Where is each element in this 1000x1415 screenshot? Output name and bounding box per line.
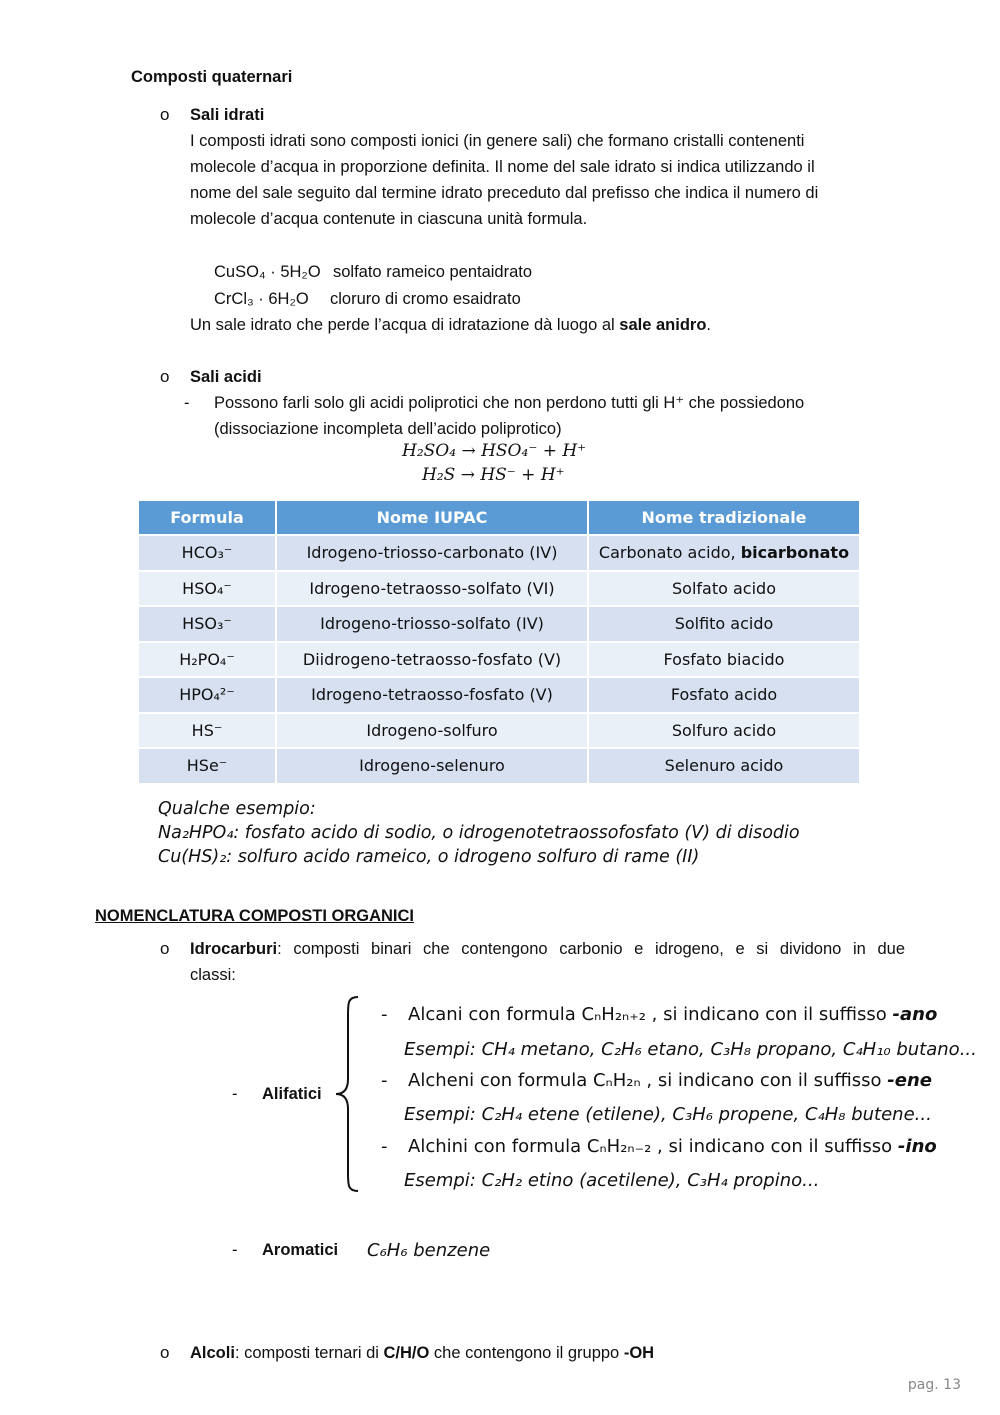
- equation-hydrogen-sulfide: H₂S → HS⁻ + H⁺: [422, 465, 565, 485]
- table-row: [139, 606, 860, 642]
- examples-title: Qualche esempio:: [158, 799, 316, 819]
- hydrocarbons-text: : composti binari che contengono carbonio e idrogeno, e si dividono in due: [277, 940, 905, 958]
- page-number: pag. 13: [907, 1377, 961, 1393]
- cell-traditional: Solfito acido: [588, 606, 860, 642]
- alcohols-bold: -OH: [623, 1344, 655, 1362]
- aliphatic-label: Alifatici: [262, 1085, 322, 1103]
- table-row: [139, 677, 860, 713]
- column-header-traditional: Nome tradizionale: [588, 501, 860, 535]
- example-formula: CuSO₄ · 5H₂O: [214, 263, 321, 281]
- cell-iupac: Idrogeno-triosso-carbonato (IV): [276, 535, 588, 571]
- anhydrous-sentence: [190, 315, 711, 335]
- cell-formula: H₂PO₄⁻: [139, 642, 276, 678]
- cell-traditional: Selenuro acido: [588, 748, 860, 783]
- hydrocarbons-line: classi:: [190, 966, 236, 984]
- example-name: solfato rameico pentaidrato: [333, 263, 533, 281]
- anhydrous-prefix: Un sale idrato che perde l’acqua di idratazione dà luogo al: [190, 316, 620, 334]
- cell-iupac: Idrogeno-solfuro: [276, 713, 588, 749]
- circle-bullet-icon: o: [160, 367, 170, 386]
- dash-bullet-icon: -: [381, 1070, 388, 1091]
- cell-iupac: Idrogeno-tetraosso-solfato (VI): [276, 571, 588, 607]
- alkynes-suffix: -ino: [897, 1136, 937, 1157]
- cell-iupac: Idrogeno-selenuro: [276, 748, 588, 783]
- table-row: [139, 642, 860, 678]
- alkynes-text: Alchini con formula CₙH₂ₙ₋₂ , si indicano con il suffisso: [408, 1136, 898, 1157]
- traditional-bold: bicarbonato: [740, 543, 850, 563]
- alcohols-bold: C/H/O: [383, 1344, 430, 1362]
- table-row: [139, 713, 860, 749]
- cell-iupac: Idrogeno-tetraosso-fosfato (V): [276, 677, 588, 713]
- example-line: Cu(HS)₂: solfuro acido rameico, o idrogeno solfuro di rame (II): [158, 847, 700, 867]
- circle-bullet-icon: o: [160, 105, 170, 124]
- cell-formula: HCO₃⁻: [139, 535, 276, 571]
- hydrated-text-line: nome del sale seguito dal termine idrato preceduto dal prefisso che indica il numero di: [190, 184, 819, 202]
- curly-brace-icon: [330, 995, 362, 1193]
- table-row: [139, 748, 860, 783]
- acid-salts-line: (dissociazione incompleta dell’acido poliprotico): [214, 420, 562, 438]
- cell-formula: HSO₄⁻: [139, 571, 276, 607]
- cell-formula: HS⁻: [139, 713, 276, 749]
- alkanes-text: Alcani con formula CₙH₂ₙ₊₂ , si indicano con il suffisso: [408, 1004, 893, 1025]
- alkenes-line: [408, 1071, 932, 1091]
- circle-bullet-icon: o: [160, 939, 170, 958]
- cell-formula: HPO₄²⁻: [139, 677, 276, 713]
- example-name: cloruro di cromo esaidrato: [330, 290, 521, 308]
- acid-salts-line: Possono farli solo gli acidi poliprotici che non perdono tutti gli H⁺ che possiedono: [214, 394, 805, 412]
- alcohols-title: Alcoli: [190, 1344, 235, 1362]
- dash-bullet-icon: -: [232, 1241, 238, 1259]
- example-formula: CrCl₃ · 6H₂O: [214, 290, 309, 308]
- alkanes-line: [408, 1005, 937, 1025]
- alcohols-line: [190, 1343, 654, 1363]
- alkanes-examples: Esempi: CH₄ metano, C₂H₆ etano, C₃H₈ propano, C₄H₁₀ butano...: [404, 1039, 977, 1060]
- column-header-formula: Formula: [139, 501, 276, 535]
- alkenes-examples: Esempi: C₂H₄ etene (etilene), C₃H₆ propene, C₄H₈ butene...: [404, 1104, 932, 1125]
- dash-bullet-icon: -: [184, 394, 190, 412]
- anhydrous-bold: sale anidro: [619, 316, 707, 334]
- alkanes-suffix: -ano: [892, 1004, 938, 1025]
- cell-formula: HSe⁻: [139, 748, 276, 783]
- dash-bullet-icon: -: [232, 1085, 238, 1103]
- cell-traditional: Fosfato acido: [588, 677, 860, 713]
- table-row: [139, 571, 860, 607]
- circle-bullet-icon: o: [160, 1343, 170, 1362]
- cell-traditional: Solfato acido: [588, 571, 860, 607]
- dash-bullet-icon: -: [381, 1004, 388, 1025]
- cell-iupac: Diidrogeno-tetraosso-fosfato (V): [276, 642, 588, 678]
- aromatic-label: Aromatici: [262, 1241, 339, 1259]
- example-line: Na₂HPO₄: fosfato acido di sodio, o idrogenotetraossofosfato (V) di disodio: [158, 823, 800, 843]
- column-header-iupac: Nome IUPAC: [276, 501, 588, 535]
- section-heading-organic: NOMENCLATURA COMPOSTI ORGANICI: [95, 907, 414, 925]
- section-heading-quaternary: Composti quaternari: [131, 68, 293, 86]
- hydrated-text-line: I composti idrati sono composti ionici (in genere sali) che formano cristalli contenenti: [190, 132, 805, 150]
- anhydrous-suffix: .: [706, 316, 712, 334]
- alkenes-text: Alcheni con formula CₙH₂ₙ , si indicano con il suffisso: [408, 1070, 888, 1091]
- hydrocarbons-line: [190, 939, 905, 959]
- hydrated-text-line: molecole d’acqua contenute in ciascuna unità formula.: [190, 210, 588, 228]
- traditional-text: Carbonato acido,: [598, 543, 741, 563]
- cell-formula: HSO₃⁻: [139, 606, 276, 642]
- alcohols-text: : composti ternari di: [234, 1344, 384, 1362]
- equation-sulfuric: H₂SO₄ → HSO₄⁻ + H⁺: [402, 441, 587, 461]
- hydrocarbons-title: Idrocarburi: [190, 940, 278, 958]
- alkenes-suffix: -ene: [887, 1070, 932, 1091]
- alcohols-text: che contengono il gruppo: [429, 1344, 624, 1362]
- dash-bullet-icon: -: [381, 1136, 388, 1157]
- acid-salts-title: Sali acidi: [190, 368, 262, 386]
- hydrated-text-line: molecole d’acqua in proporzione definita. Il nome del sale idrato si indica utilizzando il: [190, 158, 815, 176]
- alkynes-line: [408, 1137, 937, 1157]
- table-row: [139, 535, 860, 571]
- alkynes-examples: Esempi: C₂H₂ etino (acetilene), C₃H₄ propino...: [404, 1170, 820, 1191]
- cell-traditional: Solfuro acido: [588, 713, 860, 749]
- aromatic-example: C₆H₆ benzene: [367, 1240, 491, 1261]
- cell-traditional: Fosfato biacido: [588, 642, 860, 678]
- cell-iupac: Idrogeno-triosso-solfato (IV): [276, 606, 588, 642]
- table-header-row: [139, 501, 860, 535]
- hydrated-salts-title: Sali idrati: [190, 106, 265, 124]
- cell-traditional: [588, 535, 860, 571]
- acid-salts-table: [139, 501, 861, 783]
